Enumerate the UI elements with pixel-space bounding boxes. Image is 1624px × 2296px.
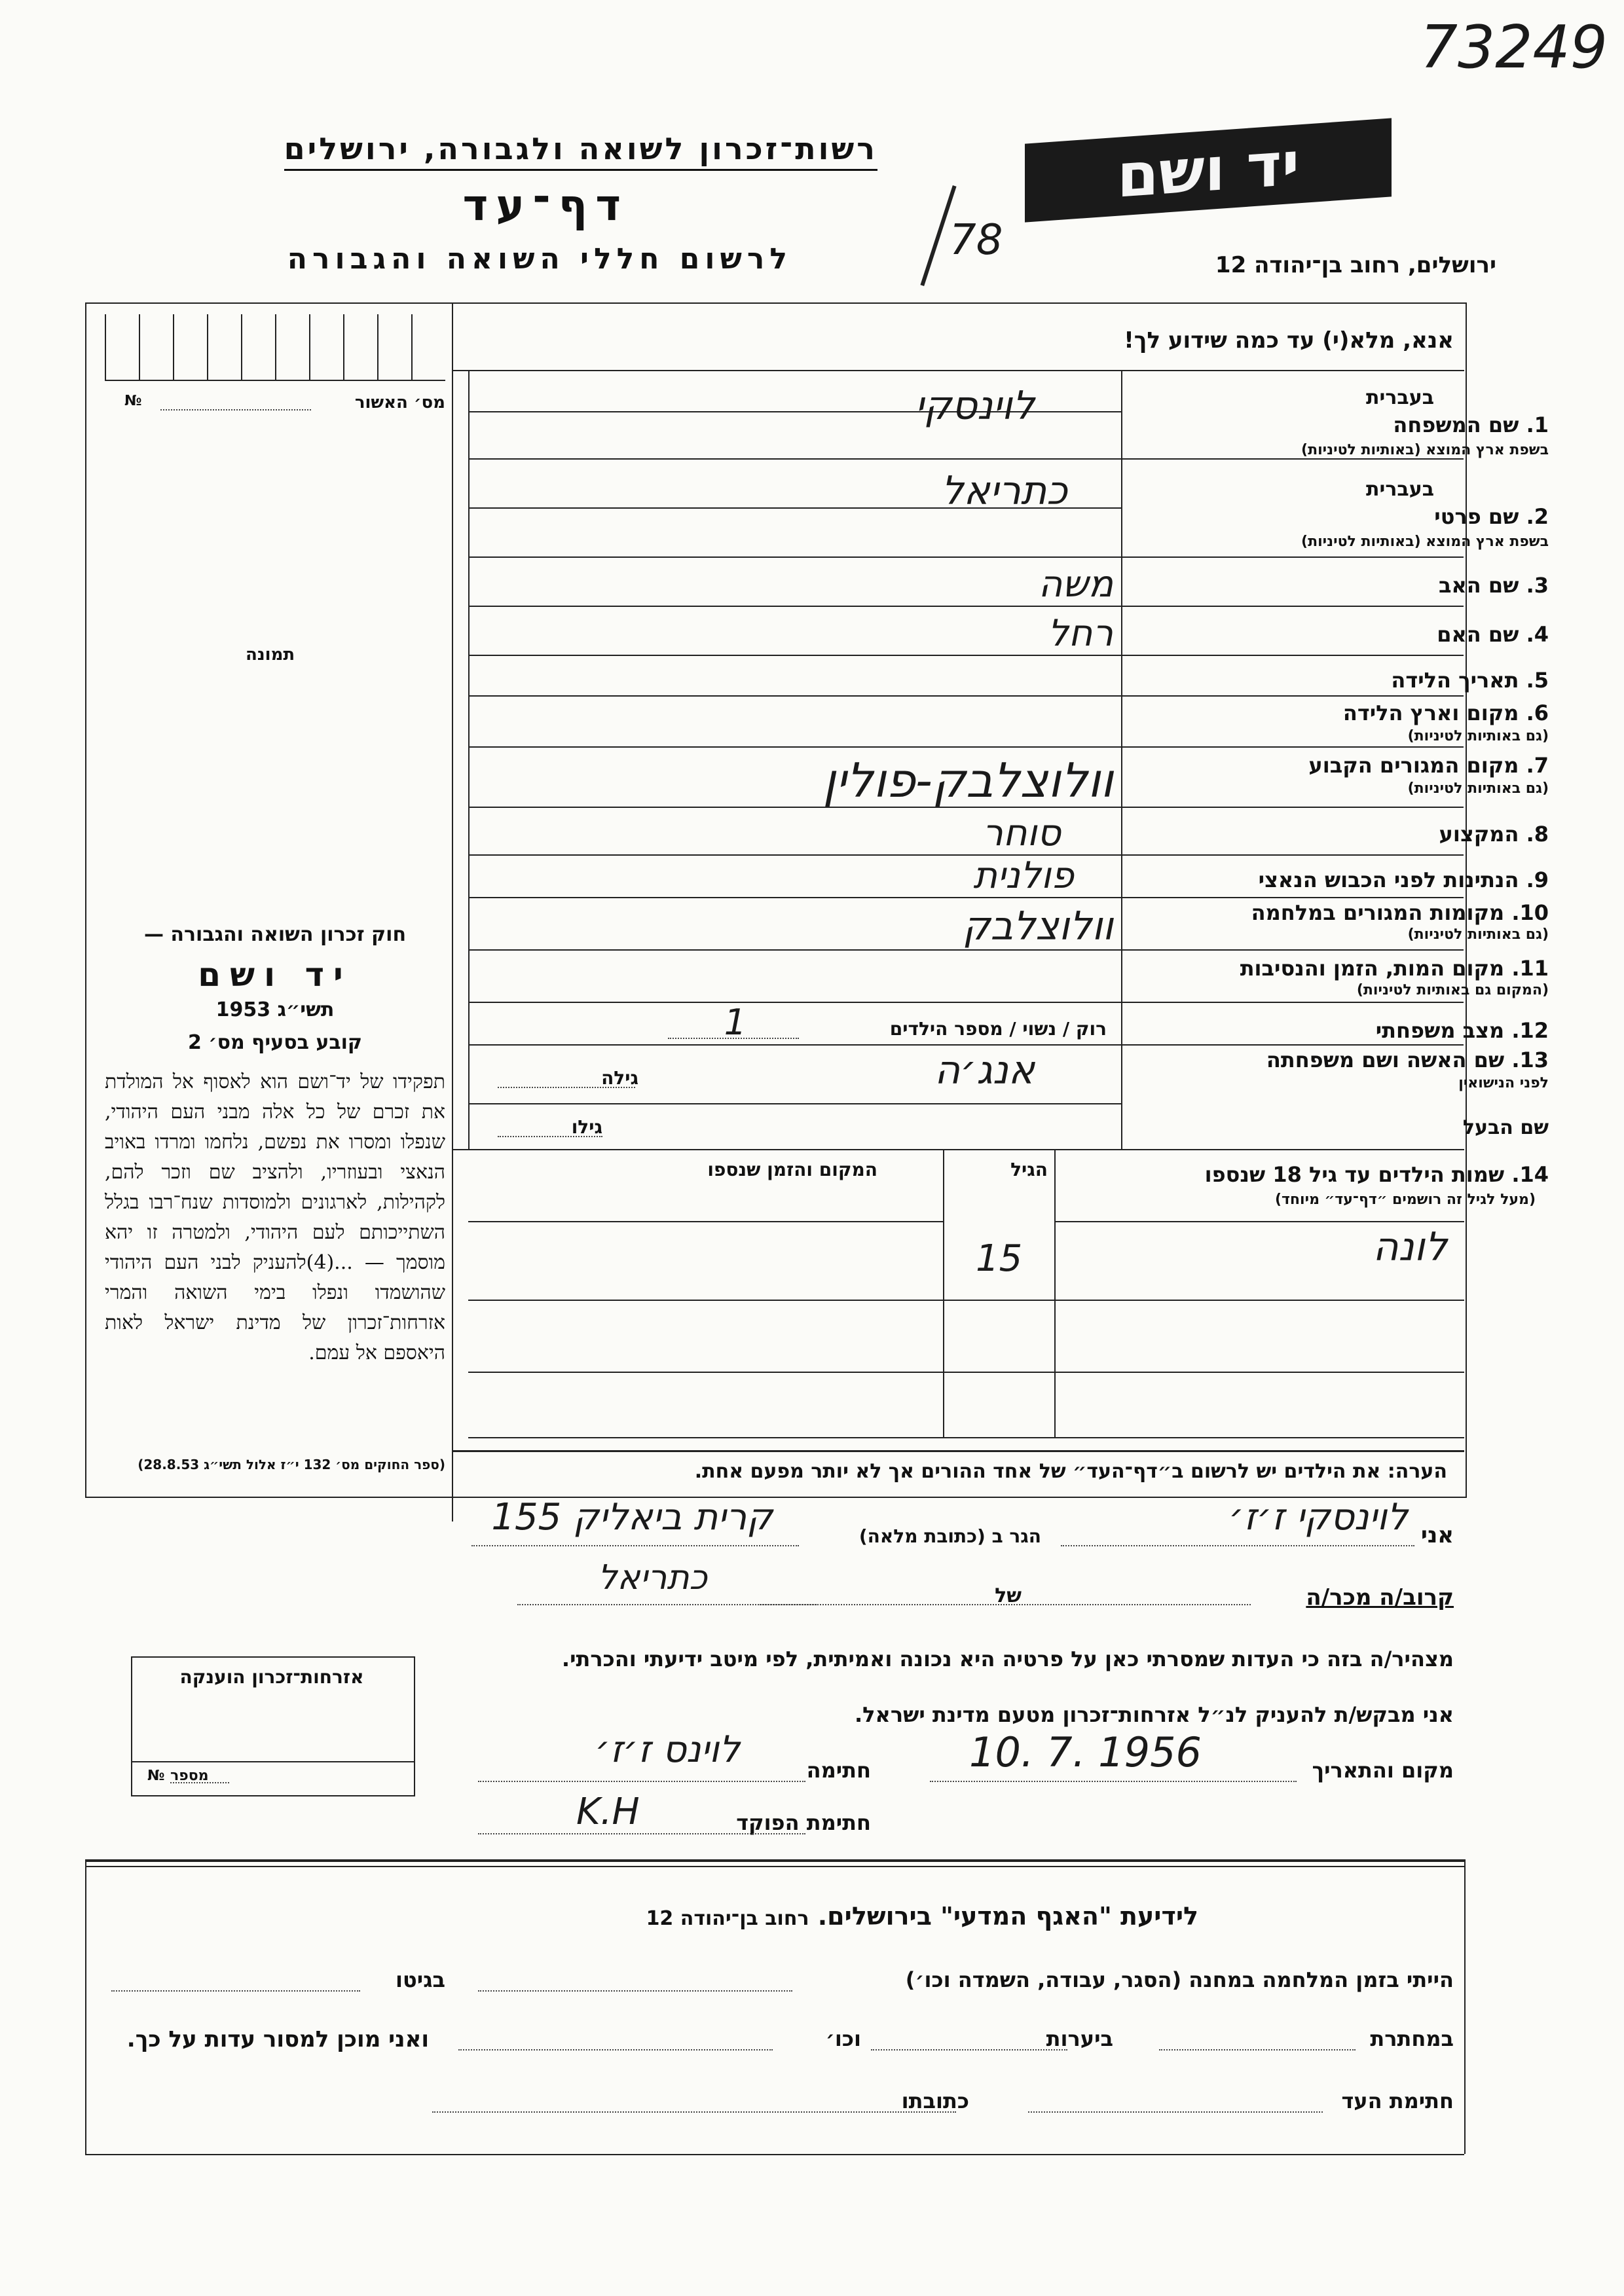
living-in-label: הגר ב (כתובת מלאה): [858, 1525, 1041, 1547]
field-3-value[interactable]: משה: [1038, 563, 1113, 606]
intro-text: אנא, מלא(י) עד כמה שידוע לך!: [1124, 327, 1454, 354]
field-8-label: 8. המקצוע: [1439, 822, 1549, 847]
declaration-i: אני: [1420, 1522, 1454, 1548]
field-5-label: 5. תאריך הלידה: [1391, 668, 1549, 693]
field-1-label: 1. שם המשפחה: [1393, 412, 1549, 437]
child-1-name[interactable]: לונה: [1373, 1224, 1447, 1270]
etc-label: וכו׳: [825, 2026, 861, 2051]
ready-label: ואני מוכן למסור עדות על כך.: [126, 2026, 429, 2052]
ghetto-label: בגיטו: [396, 1967, 445, 1992]
field-10-label: 10. מקומות המגורים במלחמה: [1251, 900, 1549, 925]
field-6-label: 6. מקום וארץ הלידה: [1342, 701, 1549, 725]
field-9-label: 9. הנתינות לפני הכבוש הנאצי: [1258, 867, 1549, 892]
field-11-sub: (המקום גם באותיות לטיניות): [1356, 982, 1549, 998]
field-2-hebrew: בעברית: [1366, 478, 1434, 501]
declaration-request: אני מבקש/ת להעניק לנ״ל אזרחות־זכרון מטעם מדינת ישראל.: [855, 1702, 1454, 1727]
form-subtitle: לרשום חללי השואה והגבורה: [287, 242, 792, 276]
husband-label: שם הבעל: [1462, 1116, 1549, 1139]
law-year: תשי״ג 1953: [215, 998, 335, 1021]
forests-label: ביערות: [1046, 2026, 1113, 2051]
children-place-header: המקום והזמן שנספו: [707, 1159, 877, 1180]
approval-no: №: [124, 393, 142, 409]
child-1-age[interactable]: 15: [976, 1237, 1023, 1280]
field-2-sub: בשפת ארץ המוצא (באותיות לטיניות): [1301, 534, 1549, 550]
wife-age-label: גילה: [601, 1067, 638, 1089]
officer-signature[interactable]: K.H: [576, 1791, 640, 1833]
field-13-label: 13. שם האשה ושם משפחתה: [1266, 1048, 1549, 1072]
children-age-header: הגיל: [1010, 1159, 1048, 1180]
place-date-label: מקום והתאריך: [1312, 1758, 1454, 1783]
field-4-value[interactable]: רחל: [1047, 612, 1113, 655]
intro-divider: [452, 370, 1464, 371]
field-12-label: 12. מצב משפחתי: [1375, 1018, 1549, 1043]
children-note: (מעל לגיל זה רושמים ״דף־עד״ מיוחד): [1274, 1192, 1536, 1208]
declaration-date[interactable]: 10. 7. 1956: [969, 1728, 1202, 1776]
declarant-address[interactable]: קרית ביאליק 155: [491, 1496, 773, 1539]
children-title: 14. שמות הילדים עד גיל 18 שנספו: [1204, 1162, 1549, 1187]
relative-label: קרוב/ה מכר/ה: [1306, 1584, 1454, 1611]
law-section: קובע בסעיף מס׳ 2: [187, 1031, 363, 1054]
officer-label: חתימת הפוקד: [736, 1810, 871, 1835]
law-body: תפקידו של יד־ושם הוא לאסוף אל המולדת את זכרם של כל אלה מבני העם היהודי, שנפלו ומסרו את נפשם, נלחמו ומרדו באויב הנאצי ובעוזריו, ולהציב שם וזכר להם, לקהילות, לארגונים ולמוסדות שנח־רבו בגלל השתייכותם לעם היהודי, ולמטרה זו יהא מוסמך — ...(4)להעניק לבני העם היהודי שהושמדו ונפלו בימי השואה והמרי אזרחות־זכרון של מדינת ישראל לאות היאספם אל עמם.: [105, 1070, 446, 1364]
field-8-value[interactable]: סוחר: [982, 812, 1061, 854]
field-7-label: 7. מקום המגורים הקבוע: [1308, 753, 1549, 778]
approval-number-line[interactable]: [160, 409, 311, 410]
citizenship-no: №: [147, 1768, 165, 1784]
signature-label: חתימה: [806, 1758, 871, 1783]
field-13-sub: לפני הנישואין: [1458, 1075, 1549, 1091]
marital-options: רוק / נשוי / מספר הילדים: [889, 1018, 1107, 1040]
underground-label: במחתרת: [1370, 2026, 1454, 2051]
photo-label: תמונה: [246, 645, 295, 665]
authority-line: רשות־זכרון לשואה ולגבורה, ירושלים: [284, 131, 877, 171]
declarant-name[interactable]: לוינסקי ז׳ז׳: [1228, 1496, 1408, 1539]
camp-line: הייתי בזמן המלחמה במחנה (הסגר, עבודה, השמדה וכו׳): [905, 1967, 1454, 1992]
field-7-value[interactable]: וולוצלבק-פולין: [822, 753, 1113, 808]
field-13-value[interactable]: אנג׳ה: [934, 1048, 1035, 1093]
field-10-value[interactable]: וולוצלבק: [962, 903, 1113, 949]
field-1-sub: בשפת ארץ המוצא (באותיות לטיניות): [1301, 442, 1549, 458]
bottom-heading: לידיעת "האגף המדעי" בירושלים. רחוב בן־יהודה 12: [646, 1902, 1198, 1931]
law-source: (ספר החוקים מס׳ 132 י״ז אלול תשי״ג 28.8.53): [138, 1457, 445, 1472]
form-title: דף־עד: [462, 180, 629, 230]
field-10-sub: (גם באותיות לטיניות): [1407, 926, 1549, 943]
of-value[interactable]: כתריאל: [598, 1558, 707, 1597]
field-12-value[interactable]: 1: [724, 1002, 747, 1043]
citizenship-title: אזרחות־זכרון הוענקה: [179, 1666, 364, 1688]
yad-vashem-logo: יד ושם: [1025, 118, 1392, 222]
field-7-sub: (גם באותיות לטיניות): [1407, 780, 1549, 797]
archive-number: 73249: [1420, 13, 1608, 82]
address: ירושלים, רחוב בן־יהודה 12: [1215, 252, 1496, 278]
remark-text: הערה: את הילדים יש לרשום ב״דף־העד״ של אחד ההורים אך לא יותר מפעם אחת.: [694, 1460, 1447, 1483]
field-left-divider: [468, 370, 470, 1149]
field-value-divider: [1121, 370, 1122, 1149]
code-boxes: [105, 314, 445, 381]
field-2-label: 2. שם פרטי: [1434, 504, 1549, 529]
left-column-divider: [452, 302, 453, 1522]
witness-signature-label: חתימת העד: [1341, 2088, 1454, 2113]
citizenship-number-label: מספר: [170, 1768, 209, 1784]
field-1-hebrew: בעברית: [1366, 386, 1434, 409]
declaration-statement: מצהיר/ה בזה כי העדות שמסרתי כאן על פרטיה היא נכונה ואמיתית, לפי מיטב ידיעתי והכרתי.: [561, 1647, 1454, 1671]
field-9-value[interactable]: פולנית: [973, 854, 1074, 897]
field-1-value[interactable]: לוינסקי: [915, 383, 1035, 429]
field-11-label: 11. מקום המות, הזמן והנסיבות: [1240, 956, 1549, 981]
field-6-sub: (גם באותיות לטיניות): [1407, 728, 1549, 744]
page-number: 78: [950, 216, 1003, 264]
field-3-label: 3. שם האב: [1438, 573, 1549, 598]
approval-label: מס׳ האשור: [354, 393, 445, 412]
witness-address-label: כתובתו: [901, 2088, 969, 2113]
husband-age-label: גילו: [571, 1116, 602, 1138]
declarant-signature[interactable]: לוינס ז׳ז׳: [595, 1728, 740, 1771]
law-heading: חוק זכרון השואה והגבורה —: [143, 923, 407, 946]
of-label: של: [995, 1584, 1022, 1607]
field-2-value[interactable]: כתריאל: [941, 468, 1067, 514]
law-logo: יד ושם: [198, 956, 352, 994]
field-4-label: 4. שם האם: [1437, 622, 1549, 647]
